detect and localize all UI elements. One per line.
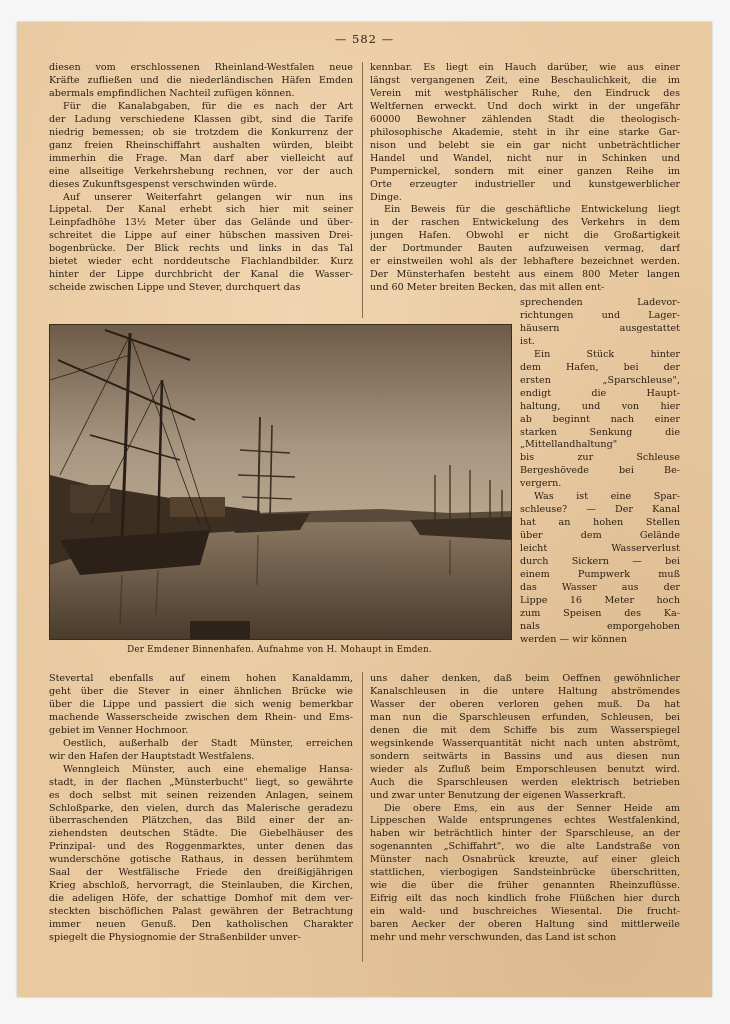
text-line: abermals empfindlichen Nachteil zufügen können. <box>49 87 295 99</box>
text-line: „Mittellandhaltung" <box>520 439 618 451</box>
text-line: Prinzipal- und des Roggenmarktes, unter denen das <box>49 841 353 853</box>
right-column-bottom <box>370 673 680 945</box>
text-line: Lippe 16 Meter hoch <box>520 594 680 606</box>
text-line: stattlichen, vierbogigen Sandsteinbrücke überschritten, <box>370 867 680 879</box>
text-line: Leinpfadhöhe 13½ Meter über das Gelände und über- <box>49 217 353 229</box>
right-column-top <box>370 62 680 295</box>
text-line: geht über die Stever in einer ähnlichen Brücke wie <box>49 685 353 697</box>
text-line: starken Senkung die <box>520 426 680 438</box>
text-line: längst vergangenen Zeit, eine Beschaulichkeit, die im <box>370 74 680 86</box>
text-line: Weltfernen erweckt. Und doch wirkt in der ungefähr <box>370 100 680 112</box>
text-line: sogenannten „Schiffahrt", wo die alte Landstraße von <box>370 841 680 853</box>
text-line: wir den Hafen der Hauptstadt Westfalens. <box>49 750 255 762</box>
text-line: machende Wasserscheide zwischen dem Rhein- und Ems- <box>49 711 353 723</box>
text-line: Dinge. <box>370 191 402 203</box>
harbor-photograph <box>49 324 512 640</box>
text-line: schleuse? — Der Kanal <box>520 504 680 516</box>
text-line: überraschenden Plätzchen, das Bild einer der an- <box>49 815 353 827</box>
page-sheet <box>17 22 712 997</box>
warehouse-1 <box>70 485 110 513</box>
text-line: Ein Beweis für die geschäftliche Entwickelung liegt <box>384 204 680 216</box>
text-line: jungen Hafen. Obwohl er nicht die Großartigkeit <box>370 230 680 242</box>
text-line: der Ladung verschiedene Klassen gibt, sind die Tarife <box>49 113 353 125</box>
text-line: Ein Stück hinter <box>534 348 680 360</box>
text-line: immer neuen Genuß. Den katholischen Charakter <box>49 919 353 931</box>
text-line: steckten bischöflichen Palast gewähren der Betrachtung <box>49 906 353 918</box>
text-line: hinter der Lippe durchbricht der Kanal die Wasser- <box>49 269 353 281</box>
text-line: ganz freien Rheinschiffahrt aushalten würden, bleibt <box>49 139 353 151</box>
text-line: scheide zwischen Lippe und Stever, durchquert das <box>49 282 301 294</box>
text-line: Der Münsterhafen besteht aus einem 800 Meter langen <box>370 269 680 281</box>
text-line: leicht Wasserverlust <box>520 543 680 555</box>
text-line: Krieg abschloß, hervorragt, die Steinlauben, die Kirchen, <box>49 880 353 892</box>
text-line: man nun die Sparschleusen erfunden, Schleusen, bei <box>370 711 680 723</box>
text-line: zum Speisen des Ka- <box>520 607 680 619</box>
left-column-bottom <box>49 673 353 945</box>
text-line: eine allseitige Verkehrshebung rechnen, vor der auch <box>49 165 353 177</box>
text-line: Lippetal. Der Kanal erhebt sich hier mit seiner <box>49 204 353 216</box>
text-line: Orte erzeugter industrieller und kunstgewerblicher <box>370 178 680 190</box>
text-line: über dem Gelände <box>520 530 680 542</box>
ship-hull-middle <box>230 513 310 533</box>
column-divider-bottom <box>362 672 363 962</box>
column-divider-top <box>362 62 363 318</box>
text-line: haltung, und von hier <box>520 400 680 412</box>
text-line: Handel und Wandel, nicht nur in Schinken und <box>370 152 680 164</box>
text-line: kennbar. Es liegt ein Hauch darüber, wie aus einer <box>370 62 680 73</box>
text-line: werden — wir können <box>520 633 627 645</box>
foreground-post <box>190 621 250 639</box>
text-line: niedrig bemessen; ob sie trotzdem die Konkurrenz der <box>49 126 353 138</box>
text-line: bogenbrücke. Der Blick rechts und links in das Tal <box>49 243 353 255</box>
text-line: wieder als Zufluß beim Emporschleusen benutzt wird. <box>370 763 680 775</box>
text-line: einem Pumpwerk muß <box>520 569 680 581</box>
text-line: durch Sickern — bei <box>520 556 680 568</box>
text-line: Wasser der oberen verloren gehen muß. Da hat <box>370 698 680 710</box>
text-line: hat an hohen Stellen <box>520 517 680 529</box>
text-line: uns daher denken, daß beim Oeffnen gewöhnlicher <box>370 673 680 684</box>
text-line: und 60 Meter breiten Becken, das mit allen ent- <box>370 282 605 294</box>
text-line: Kanalschleusen in die untere Haltung abströmendes <box>370 685 680 697</box>
text-line: schreitet die Lippe auf einer hübschen massiven Drei- <box>49 230 353 242</box>
text-line: Pumpernickel, sondern mit einer ganzen Reihe im <box>370 165 680 177</box>
text-line: bis zur Schleuse <box>520 452 680 464</box>
text-line: endigt die Haupt- <box>520 387 680 399</box>
text-line: über die Lippe und passiert die sich wenig bemerkbar <box>49 698 353 710</box>
text-line: gebiet im Venner Hochmoor. <box>49 724 189 736</box>
text-line: ist. <box>520 335 535 347</box>
text-line: mehr und mehr verschwunden, das Land ist schon <box>370 932 617 944</box>
text-line: Für die Kanalabgaben, für die es nach der Art <box>63 100 353 112</box>
text-line: Eifrig eilt das noch kindlich frohe Flüßchen hier durch <box>370 893 680 905</box>
text-line: Was ist eine Spar- <box>534 491 680 503</box>
text-line: Verein mit westphälischer Ruhe, den Eindruck des <box>370 87 680 99</box>
text-line: baren Aecker der oberen Haltung sind mittlerweile <box>370 919 680 931</box>
text-line: Auch die Sparschleusen werden elektrisch betrieben <box>370 776 680 788</box>
text-line: ab beginnt nach einer <box>520 413 680 425</box>
text-line: spiegelt die Physiognomie der Straßenbilder unver- <box>49 932 301 944</box>
figure-caption: Der Emdener Binnenhafen. Aufnahme von H. Mohaupt in Emden. <box>127 645 432 655</box>
text-line: der Dortmunder Bauten aufzuweisen vermag, darf <box>370 243 680 255</box>
text-line: sprechenden Ladevor- <box>520 297 680 308</box>
text-line: 60000 Bewohner zählenden Stadt die theologisch- <box>370 113 680 125</box>
text-line: und zwar unter Benutzung der eigenen Wasserkraft. <box>370 789 626 801</box>
text-line: denen die mit dem Schiffe bis zum Wasserspiegel <box>370 724 680 736</box>
text-line: Lippeschen Walde entsprungenes echtes Westfalenkind, <box>370 815 680 827</box>
text-line: vergern. <box>520 478 562 490</box>
text-line: wie die über die früher genannten Rheinzuflüsse. <box>370 880 680 892</box>
text-line: Wenngleich Münster, auch eine ehemalige Hansa- <box>63 763 353 775</box>
text-line: Auf unserer Weiterfahrt gelangen wir nun ins <box>63 191 353 203</box>
text-line: Münster nach Osnabrück kreuzte, auf einer gleich <box>370 854 680 866</box>
text-line: wegsinkende Wasserquantität nicht nach unten abströmt, <box>370 737 680 749</box>
text-line: immerhin die Frage. Man darf aber vielleicht auf <box>49 152 353 164</box>
text-line: Kräfte zufließen und die niederländischen Häfen Emden <box>49 74 353 86</box>
text-line: ein wald- und buschreiches Wiesental. Die frucht- <box>370 906 680 918</box>
text-line: das Wasser aus der <box>520 581 680 593</box>
text-line: sondern seitwärts in Bassins und aus diesen nun <box>370 750 680 762</box>
text-line: wunderschöne gotische Rathaus, in dessen berühmtem <box>49 854 353 866</box>
right-column-narrow <box>520 297 680 647</box>
text-line: in der raschen Entwickelung des Verkehrs in dem <box>370 217 680 229</box>
text-line: Oestlich, außerhalb der Stadt Münster, erreichen <box>63 737 353 749</box>
page-number: — 582 — <box>334 32 395 46</box>
text-line: es doch selbst mit seinen reizenden Anlagen, seinem <box>49 789 353 801</box>
text-line: philosophische Akademie, steht in ihr eine starke Gar- <box>370 126 680 138</box>
text-line: richtungen und Lager- <box>520 309 680 321</box>
text-line: Schloßparke, den vielen, durch das Malerische geradezu <box>49 802 353 814</box>
text-line: diesen vom erschlossenen Rheinland-Westfalen neue <box>49 62 353 73</box>
warehouse-2 <box>170 497 225 517</box>
text-line: er einstweilen wohl als der lebhaftere bezeichnet werden. <box>370 256 680 268</box>
text-line: Stevertal ebenfalls auf einem hohen Kanaldamm, <box>49 673 353 684</box>
text-line: häusern ausgestattet <box>520 322 680 334</box>
text-line: Bergeshövede bei Be- <box>520 465 680 477</box>
text-line: haben wir beträchtlich hinter der Sparschleuse, an der <box>370 828 680 840</box>
text-line: nals emporgehoben <box>520 620 680 632</box>
text-line: Die obere Ems, ein aus der Senner Heide am <box>384 802 680 814</box>
left-column-top <box>49 62 353 295</box>
text-line: dem Hafen, bei der <box>520 361 680 373</box>
text-line: Saal der Westfälische Friede den dreißigjährigen <box>49 867 353 879</box>
text-line: ersten „Sparschleuse", <box>520 374 680 386</box>
text-line: dieses Zukunftsgespenst verschwinden würde. <box>49 178 277 190</box>
text-line: ziehendsten deutschen Städte. Die Giebelhäuser des <box>49 828 353 840</box>
text-line: nison und belebt sie ein gar nicht unbeträchtlicher <box>370 139 680 151</box>
text-line: bietet wieder echt norddeutsche Flachlandbilder. Kurz <box>49 256 353 268</box>
text-line: die adeligen Höfe, der schattige Domhof mit dem ver- <box>49 893 353 905</box>
text-line: stadt, in der flachen „Münsterbucht" liegt, so gewährte <box>49 776 353 788</box>
